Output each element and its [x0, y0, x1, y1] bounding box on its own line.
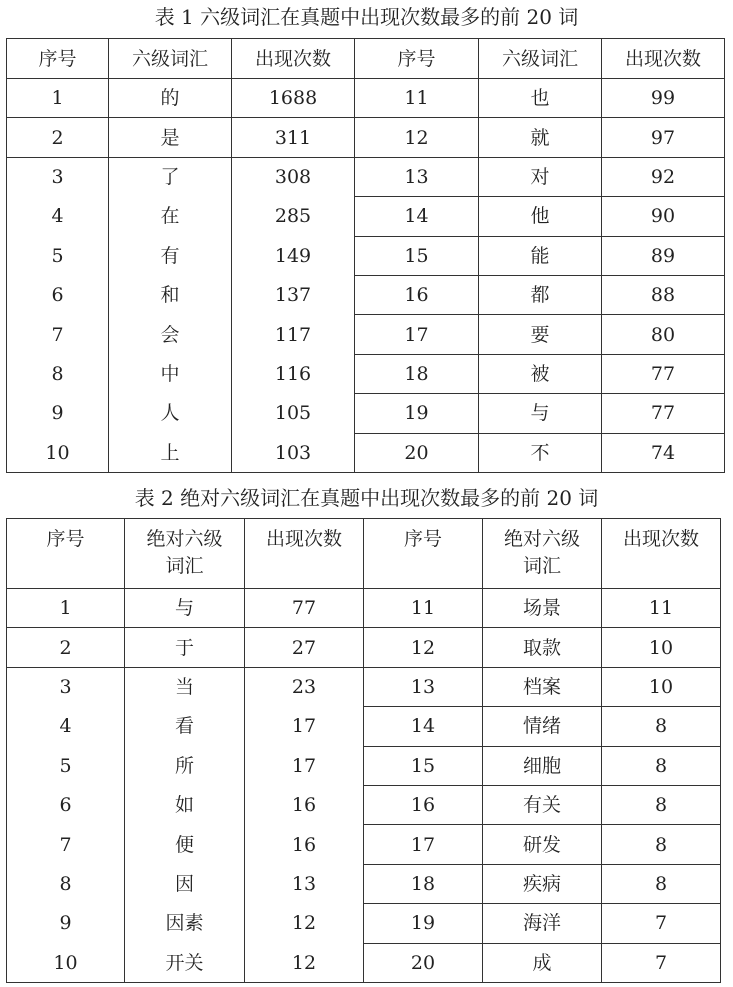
table-row	[7, 275, 725, 314]
table2-cell-index-2: 15	[364, 746, 483, 785]
table2-cell-word-2: 有关	[483, 785, 602, 824]
table1-header-word-2: 六级词汇	[479, 39, 602, 79]
table1-header-word: 六级词汇	[109, 39, 232, 79]
table2	[6, 518, 721, 983]
table1-cell-count: 117	[232, 315, 355, 354]
table2-header-index: 序号	[7, 519, 125, 589]
table2-cell-word: 因	[125, 864, 245, 903]
table2-cell-word: 于	[125, 628, 245, 667]
table2-cell-count: 17	[245, 746, 364, 785]
table2-cell-index-2: 19	[364, 904, 483, 943]
table-row	[7, 157, 725, 196]
table1-cell-word: 会	[109, 315, 232, 354]
table2-cell-count: 16	[245, 785, 364, 824]
table2-cell-count: 16	[245, 825, 364, 864]
table2-cell-count-2: 8	[602, 707, 721, 746]
table1-cell-index: 2	[7, 118, 109, 157]
table1-cell-index: 3	[7, 157, 109, 196]
table-row	[7, 236, 725, 275]
table2-cell-word-2: 细胞	[483, 746, 602, 785]
table2-cell-count-2: 8	[602, 785, 721, 824]
table1-cell-word-2: 对	[479, 157, 602, 196]
table1-cell-word: 了	[109, 157, 232, 196]
table1-cell-word-2: 都	[479, 275, 602, 314]
table2-cell-index: 5	[7, 746, 125, 785]
table1-cell-count-2: 77	[602, 394, 725, 433]
table2-cell-count-2: 8	[602, 825, 721, 864]
table1-cell-word-2: 被	[479, 354, 602, 393]
table1-cell-count-2: 74	[602, 433, 725, 472]
table2-cell-word-2: 海洋	[483, 904, 602, 943]
table-row	[7, 394, 725, 433]
table-row	[7, 197, 725, 236]
table2-cell-count-2: 7	[602, 904, 721, 943]
table1-cell-count-2: 88	[602, 275, 725, 314]
table1-cell-word-2: 不	[479, 433, 602, 472]
table1-cell-count-2: 89	[602, 236, 725, 275]
table2-cell-index-2: 13	[364, 667, 483, 706]
table1-header-row	[7, 39, 725, 79]
table1-cell-count: 105	[232, 394, 355, 433]
table1-cell-index-2: 14	[355, 197, 479, 236]
table1-cell-index-2: 11	[355, 79, 479, 118]
table-row	[7, 118, 725, 157]
table2-header-row	[7, 519, 721, 589]
table1-cell-count-2: 92	[602, 157, 725, 196]
table1-cell-word-2: 也	[479, 79, 602, 118]
table1-cell-count-2: 97	[602, 118, 725, 157]
table2-header-word	[125, 519, 245, 589]
table2-cell-word: 与	[125, 589, 245, 628]
table1-cell-word-2: 他	[479, 197, 602, 236]
table2-cell-word-2: 场景	[483, 589, 602, 628]
table1-cell-index: 6	[7, 275, 109, 314]
table2-cell-index-2: 11	[364, 589, 483, 628]
table2-cell-index: 3	[7, 667, 125, 706]
table1-cell-word: 上	[109, 433, 232, 472]
table1-cell-index-2: 16	[355, 275, 479, 314]
table2-cell-index-2: 16	[364, 785, 483, 824]
table-row	[7, 79, 725, 118]
table1-cell-count: 1688	[232, 79, 355, 118]
table1-cell-word: 在	[109, 197, 232, 236]
table1-header-index: 序号	[7, 39, 109, 79]
table-row	[7, 354, 725, 393]
table2-cell-count: 27	[245, 628, 364, 667]
table2-cell-index-2: 14	[364, 707, 483, 746]
table-row	[7, 707, 721, 746]
table2-cell-index-2: 17	[364, 825, 483, 864]
table1	[6, 38, 725, 473]
table1-cell-word: 的	[109, 79, 232, 118]
table2-caption: 表 2 绝对六级词汇在真题中出现次数最多的前 20 词	[134, 486, 599, 510]
table2-cell-word: 如	[125, 785, 245, 824]
table2-cell-word-2: 疾病	[483, 864, 602, 903]
table1-cell-index-2: 15	[355, 236, 479, 275]
table2-cell-index: 7	[7, 825, 125, 864]
table1-cell-index-2: 19	[355, 394, 479, 433]
table1-cell-count: 137	[232, 275, 355, 314]
table1-cell-word: 有	[109, 236, 232, 275]
table1-cell-count-2: 77	[602, 354, 725, 393]
table2-header-word-text: 绝对六级词汇	[146, 528, 223, 577]
table1-cell-index: 7	[7, 315, 109, 354]
table1-cell-count: 116	[232, 354, 355, 393]
table-row	[7, 785, 721, 824]
table1-cell-index: 4	[7, 197, 109, 236]
table1-cell-count-2: 99	[602, 79, 725, 118]
table1-cell-count-2: 90	[602, 197, 725, 236]
table2-cell-count: 77	[245, 589, 364, 628]
table2-cell-count: 17	[245, 707, 364, 746]
table1-cell-count-2: 80	[602, 315, 725, 354]
table2-cell-word: 因素	[125, 904, 245, 943]
table1-cell-word: 和	[109, 275, 232, 314]
table2-cell-count: 23	[245, 667, 364, 706]
table2-cell-count-2: 10	[602, 628, 721, 667]
table1-header-count: 出现次数	[232, 39, 355, 79]
table2-cell-word-2: 成	[483, 943, 602, 982]
table2-header-word-2	[483, 519, 602, 589]
table2-cell-word: 便	[125, 825, 245, 864]
table1-cell-index-2: 17	[355, 315, 479, 354]
table2-cell-index: 10	[7, 943, 125, 982]
table-row	[7, 315, 725, 354]
table2-cell-word: 当	[125, 667, 245, 706]
table2-cell-count: 12	[245, 943, 364, 982]
table1-caption: 表 1 六级词汇在真题中出现次数最多的前 20 词	[154, 5, 579, 29]
table-row	[7, 864, 721, 903]
table2-cell-index: 8	[7, 864, 125, 903]
table-row	[7, 825, 721, 864]
table1-cell-count: 308	[232, 157, 355, 196]
table2-cell-count-2: 11	[602, 589, 721, 628]
table2-cell-count-2: 7	[602, 943, 721, 982]
table2-cell-word: 开关	[125, 943, 245, 982]
table1-cell-word-2: 与	[479, 394, 602, 433]
table1-cell-index: 5	[7, 236, 109, 275]
table2-cell-count-2: 10	[602, 667, 721, 706]
table1-cell-word-2: 能	[479, 236, 602, 275]
table-row	[7, 433, 725, 472]
table-row	[7, 943, 721, 982]
table2-cell-word: 看	[125, 707, 245, 746]
table1-cell-count: 103	[232, 433, 355, 472]
table1-cell-count: 149	[232, 236, 355, 275]
table2-cell-index: 1	[7, 589, 125, 628]
table1-cell-index-2: 20	[355, 433, 479, 472]
table2-cell-count: 12	[245, 904, 364, 943]
table2-cell-word-2: 档案	[483, 667, 602, 706]
table2-cell-index: 4	[7, 707, 125, 746]
table1-cell-index-2: 12	[355, 118, 479, 157]
table1-cell-word-2: 要	[479, 315, 602, 354]
table2-cell-word: 所	[125, 746, 245, 785]
table1-body	[7, 79, 725, 473]
table2-cell-index-2: 20	[364, 943, 483, 982]
table2-cell-index: 6	[7, 785, 125, 824]
table1-cell-index: 10	[7, 433, 109, 472]
table2-cell-word-2: 情绪	[483, 707, 602, 746]
table1-cell-count: 311	[232, 118, 355, 157]
table2-cell-word-2: 研发	[483, 825, 602, 864]
table2-cell-index-2: 12	[364, 628, 483, 667]
table1-header-count-2: 出现次数	[602, 39, 725, 79]
table1-cell-word: 人	[109, 394, 232, 433]
table1-cell-index: 8	[7, 354, 109, 393]
table2-body	[7, 589, 721, 983]
table2-header-count-2: 出现次数	[602, 519, 721, 589]
table2-cell-word-2: 取款	[483, 628, 602, 667]
table1-cell-index: 9	[7, 394, 109, 433]
table2-cell-count-2: 8	[602, 864, 721, 903]
table1-cell-word-2: 就	[479, 118, 602, 157]
table1-cell-index-2: 18	[355, 354, 479, 393]
table-row	[7, 628, 721, 667]
table1-cell-word: 中	[109, 354, 232, 393]
table1-cell-index: 1	[7, 79, 109, 118]
table-row	[7, 746, 721, 785]
table2-cell-count-2: 8	[602, 746, 721, 785]
table-row	[7, 667, 721, 706]
table2-header-word-2-text: 绝对六级词汇	[504, 528, 581, 577]
table1-cell-count: 285	[232, 197, 355, 236]
table-row	[7, 904, 721, 943]
table1-header-index-2: 序号	[355, 39, 479, 79]
table1-cell-word: 是	[109, 118, 232, 157]
table2-cell-count: 13	[245, 864, 364, 903]
table-row	[7, 589, 721, 628]
table2-header-count: 出现次数	[245, 519, 364, 589]
table2-cell-index-2: 18	[364, 864, 483, 903]
table1-cell-index-2: 13	[355, 157, 479, 196]
table2-cell-index: 2	[7, 628, 125, 667]
table2-header-index-2: 序号	[364, 519, 483, 589]
table2-cell-index: 9	[7, 904, 125, 943]
